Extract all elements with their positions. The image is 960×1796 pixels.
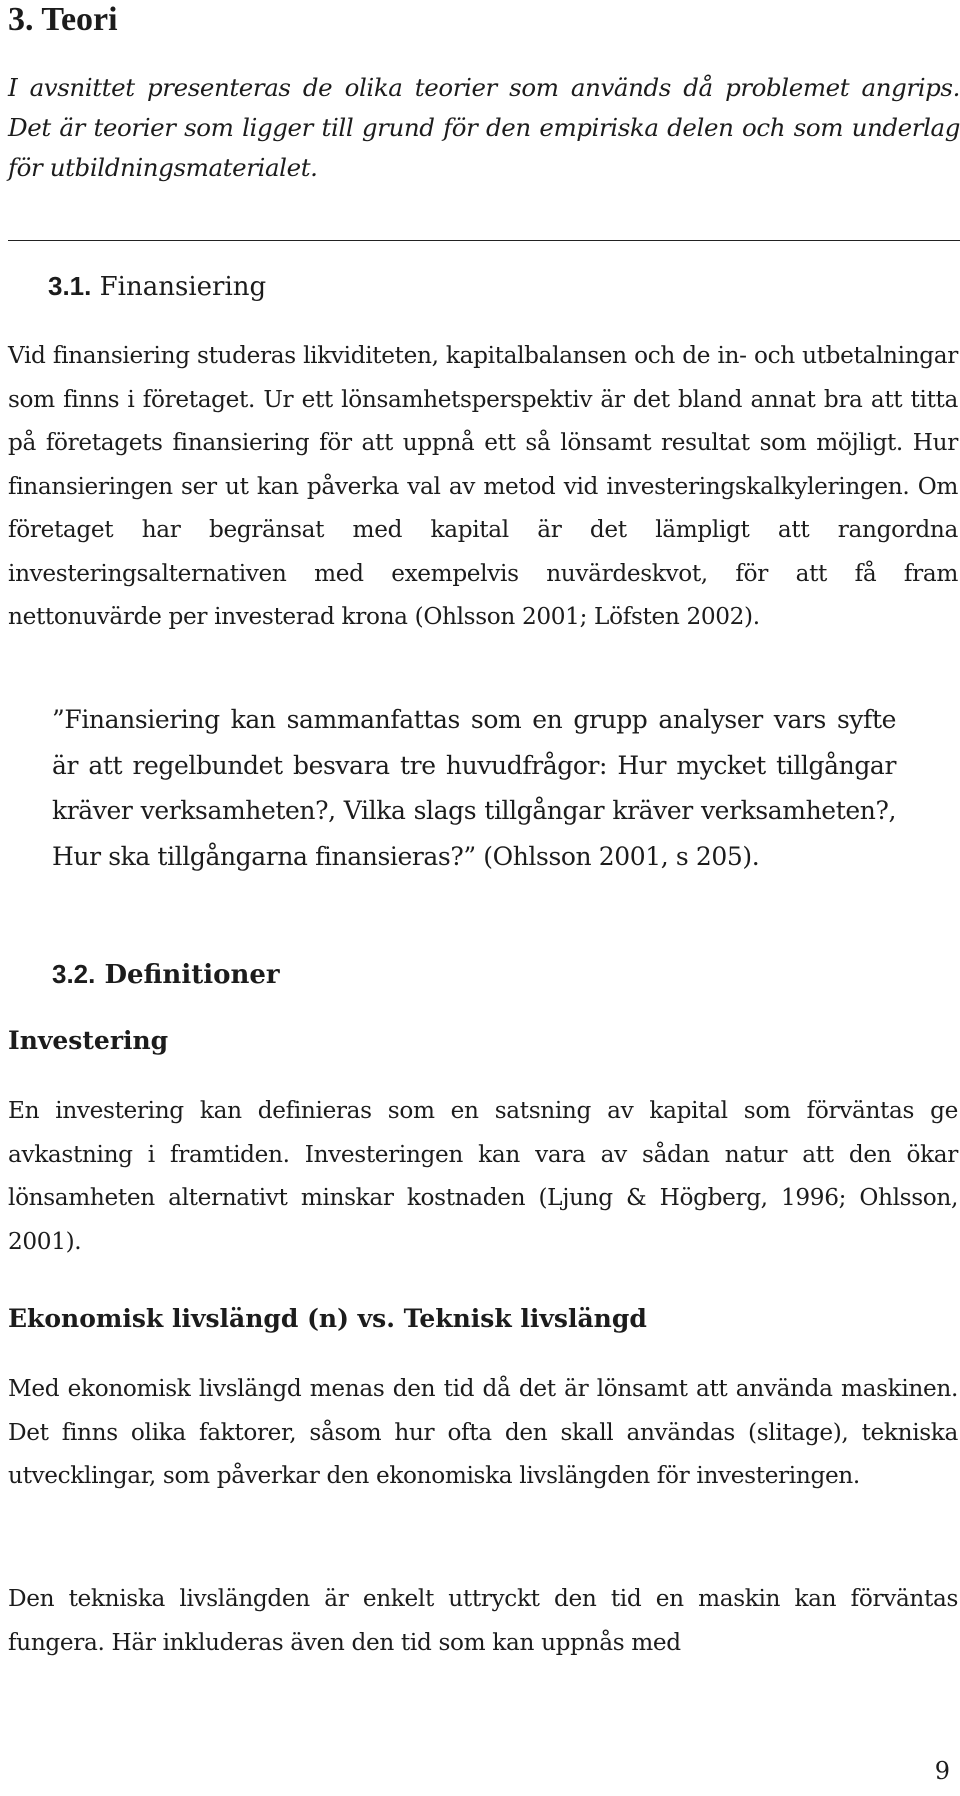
finansiering-paragraph: Vid finansiering studeras likviditeten, kapitalbalansen och de in- och utbetalningar som finns i företaget. Ur ett lönsamhetsperspektiv är det bland annat bra att titta på företagets finansiering för att uppnå ett så lönsamt resultat som möjligt. Hur finansieringen ser ut kan påverka val av metod vid investeringskalkyleringen. Om företaget har begränsat med kapital är det lämpligt att rangordna investeringsalternativen med exempelvis nuvärdeskvot, för att få fram nettonuvärde per investerad krona (Ohlsson 2001; Löfsten 2002). <box>8 342 958 630</box>
investering-paragraph: En investering kan definieras som en satsning av kapital som förväntas ge avkastning i framtiden. Investeringen kan vara av sådan natur att den ökar lönsamheten alternativt minskar kostnaden (Ljung & Högberg, 1996; Ohlsson, 2001). <box>8 1097 958 1255</box>
livslangd-paragraph-2: Den tekniska livslängden är enkelt uttryckt den tid en maskin kan förväntas fungera. Här inkluderas även den tid som kan uppnås med <box>8 1585 958 1656</box>
section-title: Definitioner <box>104 960 280 990</box>
livslangd-paragraph-1: Med ekonomisk livslängd menas den tid då det är lönsamt att använda maskinen. Det finns olika faktorer, såsom hur ofta den skall användas (slitage), tekniska utvecklingar, som påverkar den ekonomiska livslängden för investeringen. <box>8 1375 958 1489</box>
livslangd-heading: Ekonomisk livslängd (n) vs. Teknisk livslängd <box>8 1304 647 1333</box>
section-number: 3.1. <box>48 271 92 301</box>
finansiering-quote: ”Finansiering kan sammanfattas som en grupp analyser vars syfte är att regelbundet besvara tre huvudfrågor: Hur mycket tillgångar kräver verksamheten?, Vilka slags tillgångar kräver verksamheten?, Hur ska tillgångarna finansieras?” (Ohlsson 2001, s 205). <box>52 705 896 871</box>
page-number: 9 <box>934 1757 950 1785</box>
section-heading-finansiering <box>48 269 266 304</box>
section-title: Finansiering <box>99 272 267 302</box>
investering-heading: Investering <box>8 1026 169 1055</box>
chapter-heading: 3. Teori <box>8 1 118 38</box>
section-heading-definitioner <box>52 957 280 992</box>
section-number: 3.2. <box>52 959 96 989</box>
horizontal-rule <box>8 240 960 241</box>
chapter-intro: I avsnittet presenteras de olika teorier som används då problemet angrips. Det är teorier som ligger till grund för den empiriska delen och som underlag för utbildningsmaterialet. <box>8 73 960 182</box>
